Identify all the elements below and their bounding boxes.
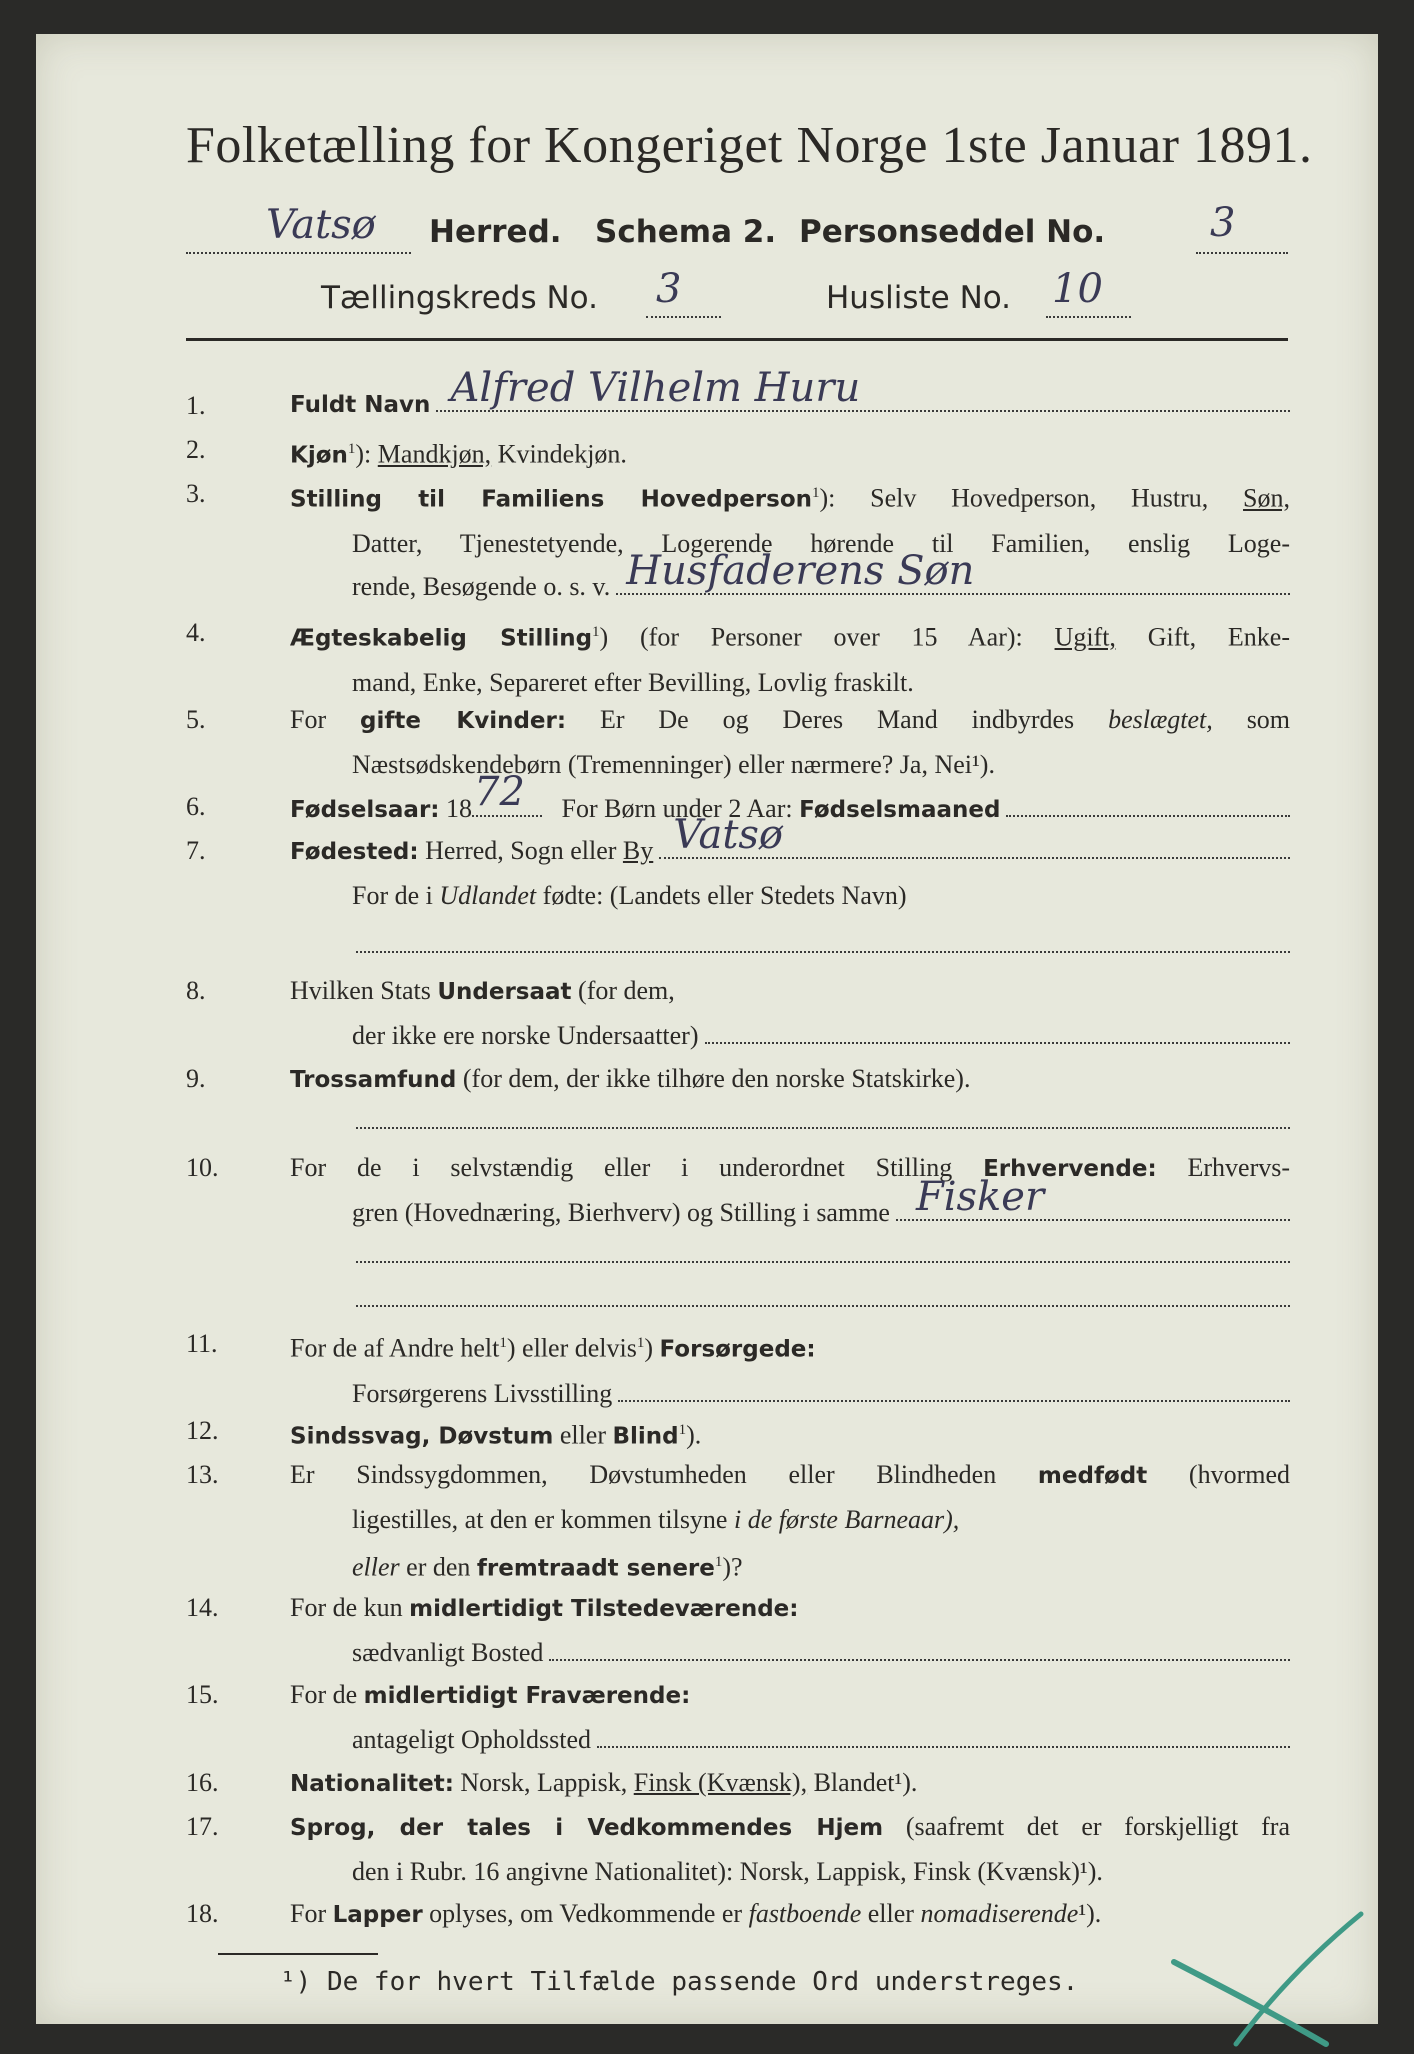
undersaat-line2: der ikke ere norske Undersaatter) <box>352 1021 699 1050</box>
option-finsk[interactable]: Finsk (Kvænsk), <box>633 1768 808 1797</box>
aegteskab-label: Ægteskabelig Stilling <box>290 625 593 652</box>
sindssvag-end: ). <box>686 1420 702 1450</box>
undersaat-field[interactable] <box>705 1041 1291 1044</box>
taellingskreds-label: Tællingskreds No. <box>321 280 598 316</box>
sindssvag-label: Sindssvag, Døvstum <box>290 1423 554 1450</box>
erhverv-field[interactable] <box>896 1174 1290 1221</box>
fodested-field[interactable] <box>659 812 1290 859</box>
fravaerende-label: midlertidigt Fraværende: <box>363 1683 691 1709</box>
herred-line <box>186 200 1286 264</box>
erhverv-value: Fisker <box>915 1174 1045 1220</box>
erhverv-field-extra-2[interactable] <box>356 1305 1290 1307</box>
item-number: 18. <box>186 1899 219 1928</box>
kjon-colon: ): <box>355 439 372 469</box>
gifte-label: gifte Kvinder: <box>360 708 567 734</box>
husliste-field[interactable] <box>1046 266 1131 318</box>
blind-label: Blind <box>612 1423 679 1450</box>
nationalitet-label: Nationalitet: <box>290 1771 454 1797</box>
stilling-label: Stilling til Familiens Hovedperson <box>290 486 813 513</box>
kjon-label: Kjøn <box>290 442 348 469</box>
erhverv-field-extra-1[interactable] <box>356 1261 1290 1263</box>
undersaat-label: Undersaat <box>437 979 572 1005</box>
medfodt-text: (hvormed <box>1188 1460 1291 1489</box>
aegteskab-options: Gift, Enke- <box>1147 622 1290 652</box>
gifte-text-end: som <box>1246 705 1291 734</box>
fuldt-navn-field[interactable] <box>436 365 1290 412</box>
bosted-field[interactable] <box>549 1658 1290 1661</box>
udland-italic: Udlandet <box>439 881 537 910</box>
personseddel-field[interactable] <box>1196 200 1288 254</box>
lapper-eller: eller <box>867 1899 914 1928</box>
husliste-label: Husliste No. <box>826 280 1012 316</box>
option-ugift[interactable]: Ugift, <box>1054 622 1116 652</box>
fuldt-navn-label: Fuldt Navn <box>290 392 431 418</box>
taellingskreds-value: 3 <box>656 266 682 312</box>
medfodt-line3-italic: eller <box>352 1552 400 1582</box>
undersaat-text: (for dem, <box>578 976 675 1005</box>
trossamfund-label: Trossamfund <box>290 1067 457 1093</box>
item-number: 5. <box>186 705 206 734</box>
lapper-label: Lapper <box>332 1902 423 1928</box>
gifte-italic: beslægtet, <box>1108 705 1213 734</box>
lapper-end: ¹). <box>1078 1899 1102 1928</box>
item-number: 2. <box>186 435 206 464</box>
footnote: ¹) De for hvert Tilfælde passende Ord understreges. <box>280 1967 1079 1997</box>
aegteskab-text: ) (for Personer over 15 Aar): <box>599 622 1023 652</box>
udland-pre: For de i <box>352 881 433 910</box>
tilstede-pre: For de kun <box>290 1593 403 1622</box>
taellingskreds-line <box>321 266 1221 326</box>
tilstede-label: midlertidigt Tilstedeværende: <box>409 1596 799 1622</box>
option-kvindekjon[interactable]: Kvindekjøn. <box>497 439 627 469</box>
trossamfund-text: (for dem, der ikke tilhøre den norske Statskirke). <box>462 1064 971 1093</box>
fuldt-navn-value: Alfred Vilhelm Huru <box>450 365 861 411</box>
option-mandkjon[interactable]: Mandkjøn, <box>377 439 492 469</box>
gifte-line2: Næstsødskendebørn (Tremenninger) eller nærmere? Ja, Nei¹). <box>352 750 995 779</box>
item-number: 12. <box>186 1416 219 1445</box>
census-form-page: Folketælling for Kongeriget Norge 1ste Januar 1891. Vatsø Herred. Schema 2. Personseddel No. 3 Tællingskreds No. 3 Husliste No. 10 1. Fuldt Navn Alfred Vilhelm Huru 2. Kjøn$^1$): Mandkjøn, Kvindekjøn. 3. Stilling til Familiens Hovedperson$^1$): Selv Hovedperson, Hustru, Søn, Datter, Tjenestetyende, Logerende hørende til Familien, enslig Loge- rende, Besøgende o. s. v. Husfaderens Søn 4. Ægteskabelig Stilling$^1$) (for Personer over 15 Aar): Ugift, Gift, Enke- mand, Enke, Separeret efter Bevilling, Lovlig fraskilt. 5. For gifte Kvinder: Er De og Deres Mand indbyrdes beslægtet, som Næstsødskendebørn (Tremenninger) eller nærmere? Ja, Nei¹). 6. Fødselsaar: 18 72 For Børn under 2 Aar: Fødselsmaaned 7. Fødested: Herred, Sogn eller By Vatsø For de i Udlandet fødte: (Landets eller Stedets Navn) 8. Hvilken Stats Undersaat (for dem, der ikke ere norske Undersaatter) 9. Trossamfund (for dem, der ikke tilhøre den norske Statskirke). 10. For de i selvstændig eller i underordnet Stilling Erhvervende: Erhvervs- gren (Hovednæring, Bierhverv) og Stilling i samme Fisker 11. For de af Andre helt$^1$) eller delvis$^1$) Forsørgede: Forsørgerens Livsstilling 12. Sindssvag, Døvstum eller Blind$^1$). 13. Er Sindssygdommen, Døvstumheden eller Blindheden medfødt (hvormed ligestilles, at den er kommen tilsyne i de første Barneaar), eller er den fremtraadt senere$^1$)? 14. For de kun midlertidigt Tilstedeværende: sædvanligt Bosted 15. For de midlertidigt Fraværende: antageligt Opholdssted 16. Nationalitet: Norsk, Lappisk, Finsk (Kvænsk), Blandet¹). 17. Sprog, der tales i Vedkommendes Hjem (saafremt det er forskjelligt fra den i Rubr. 16 angivne Nationalitet): Norsk, Lappisk, Finsk (Kvænsk)¹). 18. For Lapper oplyses, om Vedkommende er fastboende eller nomadiserende¹). ¹) De for hvert Tilfælde passende Ord understreges. <box>36 34 1378 2024</box>
sindssvag-eller: eller <box>559 1420 606 1450</box>
fodselsaar-label: Fødselsaar: <box>290 797 440 823</box>
medfodt-line2: ligestilles, at den er kommen tilsyne <box>352 1505 728 1534</box>
aegteskab-options-line2: mand, Enke, Separeret efter Bevilling, Lovlig fraskilt. <box>352 667 914 697</box>
header-rule <box>186 338 1288 341</box>
medfodt-line3-end: )? <box>722 1552 743 1582</box>
sprog-label: Sprog, der tales i Vedkommendes Hjem <box>290 1815 884 1841</box>
option-fastboende[interactable]: fastboende <box>748 1899 862 1928</box>
item-number: 9. <box>186 1064 206 1093</box>
item-number: 1. <box>186 391 206 420</box>
item-number: 14. <box>186 1593 219 1622</box>
forsorgede-pre: For de af Andre helt <box>290 1333 500 1363</box>
lapper-text: oplyses, om Vedkommende er <box>429 1899 743 1928</box>
herred-label: Herred. <box>429 214 562 250</box>
fodselsaar-field[interactable] <box>472 769 542 817</box>
fodested-text: Herred, Sogn eller <box>425 836 617 865</box>
sprog-text: (saafremt det er forskjelligt fra <box>905 1812 1290 1841</box>
item-number: 8. <box>186 976 206 1005</box>
item-number: 13. <box>186 1460 219 1489</box>
fodested-label: Fødested: <box>290 839 419 865</box>
item-number: 15. <box>186 1680 219 1709</box>
undersaat-pre: Hvilken Stats <box>290 976 431 1005</box>
item-number: 11. <box>186 1329 218 1358</box>
item-number: 16. <box>186 1768 219 1797</box>
item-number: 4. <box>186 618 206 647</box>
footnote-ref: 1 <box>347 441 356 457</box>
option-nomadiserende[interactable]: nomadiserende <box>920 1899 1079 1928</box>
bosted-label: sædvanligt Bosted <box>352 1638 544 1667</box>
stilling-value: Husfaderens Søn <box>626 547 975 594</box>
medfodt-pre: Er Sindssygdommen, Døvstumheden eller Blindheden <box>290 1460 997 1489</box>
udland-text: fødte: (Landets eller Stedets Navn) <box>542 881 907 910</box>
sprog-line2: den i Rubr. 16 angivne Nationalitet): Norsk, Lappisk, Finsk (Kvænsk)¹). <box>352 1857 1103 1886</box>
medfodt-label: medfødt <box>1037 1463 1148 1489</box>
herred-field[interactable] <box>186 202 411 254</box>
forsorgerens-livsstilling-field[interactable] <box>618 1399 1290 1402</box>
footnote-rule <box>218 1953 378 1955</box>
item-number: 3. <box>186 479 206 508</box>
erhverv-line2: gren (Hovednæring, Bierhverv) og Stilling i samme <box>352 1198 890 1227</box>
taellingskreds-field[interactable] <box>646 266 721 318</box>
fravaerende-pre: For de <box>290 1680 358 1709</box>
fodselsaar-prefix: 18 <box>446 794 472 823</box>
gifte-pre: For <box>290 705 327 734</box>
option-son[interactable]: Søn, <box>1243 483 1290 513</box>
fodselsaar-value: 72 <box>474 769 525 815</box>
husliste-value: 10 <box>1052 266 1103 312</box>
lapper-pre: For <box>290 1899 327 1928</box>
form-title: Folketælling for Kongeriget Norge 1ste Januar 1891. <box>186 117 1313 174</box>
personseddel-value: 3 <box>1210 200 1236 246</box>
stilling-field[interactable] <box>616 547 1290 595</box>
fremtraadt-label: fremtraadt senere <box>476 1555 715 1582</box>
forsorgede-label: Forsørgede: <box>659 1336 816 1363</box>
schema-label: Schema 2. <box>595 214 777 250</box>
erhverv-pre: For de i selvstændig eller i underordnet Stilling <box>290 1153 953 1182</box>
fodested-value: Vatsø <box>673 812 784 858</box>
herred-value: Vatsø <box>266 202 376 248</box>
nationalitet-options-end: Blandet¹). <box>813 1768 918 1797</box>
stilling-options-line2: Datter, Tjenestetyende, Logerende hørende til Familien, enslig Loge- <box>352 528 1290 558</box>
item-number: 10. <box>186 1153 219 1182</box>
udland-field[interactable] <box>356 951 1290 953</box>
nationalitet-options: Norsk, Lappisk, <box>460 1768 628 1797</box>
option-by[interactable]: By <box>622 836 654 865</box>
item-number: 17. <box>186 1812 219 1841</box>
fodselsmaaned-field[interactable] <box>1006 814 1290 817</box>
opholdssted-field[interactable] <box>597 1745 1290 1748</box>
stilling-options: ): Selv Hovedperson, Hustru, <box>819 483 1209 513</box>
born-under-2-text: For Børn under 2 Aar: <box>561 794 793 823</box>
erhverv-text: Erhvervs- <box>1187 1153 1291 1182</box>
forsorgerens-livsstilling-label: Forsørgerens Livsstilling <box>352 1378 613 1408</box>
medfodt-line3: er den <box>406 1552 471 1582</box>
personseddel-label: Personseddel No. <box>799 214 1106 250</box>
trossamfund-field[interactable] <box>356 1127 1290 1129</box>
medfodt-line2-italic: i de første Barneaar), <box>733 1505 960 1534</box>
stilling-options-line3: rende, Besøgende o. s. v. <box>352 571 611 601</box>
fodselsmaaned-label: Fødselsmaaned <box>799 797 1001 823</box>
erhverv-label: Erhvervende: <box>983 1156 1157 1182</box>
opholdssted-label: antageligt Opholdssted <box>352 1725 592 1754</box>
forsorgede-text: ) eller delvis <box>506 1333 637 1363</box>
gifte-text: Er De og Deres Mand indbyrdes <box>599 705 1075 734</box>
item-number: 7. <box>186 836 206 865</box>
item-number: 6. <box>186 792 206 821</box>
checkmark-icon <box>1166 1904 1376 2054</box>
